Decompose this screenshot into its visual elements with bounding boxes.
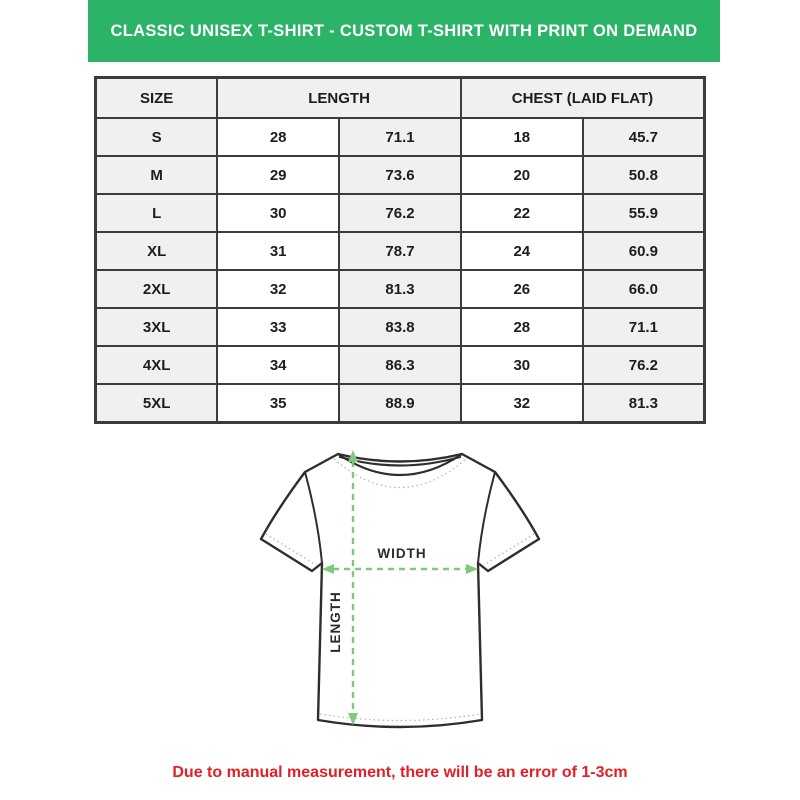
size-cell: 2XL — [96, 270, 218, 308]
chest-cm-cell: 55.9 — [583, 194, 705, 232]
chest-cm-cell: 66.0 — [583, 270, 705, 308]
length-in-cell: 31 — [217, 232, 339, 270]
size-chart-table — [94, 76, 706, 424]
chest-in-cell: 30 — [461, 346, 583, 384]
measurement-note: Due to manual measurement, there will be an error of 1-3cm — [172, 764, 628, 781]
chest-cm-cell: 60.9 — [583, 232, 705, 270]
tshirt-diagram — [250, 440, 550, 745]
size-cell: 4XL — [96, 346, 218, 384]
page-title: CLASSIC UNISEX T-SHIRT - CUSTOM T-SHIRT WITH PRINT ON DEMAND — [110, 21, 698, 40]
length-in-cell: 33 — [217, 308, 339, 346]
length-cm-cell: 71.1 — [339, 118, 461, 156]
length-in-cell: 34 — [217, 346, 339, 384]
size-cell: 3XL — [96, 308, 218, 346]
length-cm-cell: 78.7 — [339, 232, 461, 270]
chest-in-cell: 24 — [461, 232, 583, 270]
length-in-cell: 30 — [217, 194, 339, 232]
length-cm-cell: 81.3 — [339, 270, 461, 308]
table-row — [96, 156, 705, 194]
table-row — [96, 308, 705, 346]
width-label: WIDTH — [377, 546, 427, 561]
length-cm-cell: 76.2 — [339, 194, 461, 232]
size-cell: XL — [96, 232, 218, 270]
length-in-cell: 32 — [217, 270, 339, 308]
chest-in-cell: 18 — [461, 118, 583, 156]
size-cell: 5XL — [96, 384, 218, 423]
table-row — [96, 270, 705, 308]
tshirt-svg — [250, 440, 550, 745]
chest-in-cell: 26 — [461, 270, 583, 308]
chest-cm-cell: 76.2 — [583, 346, 705, 384]
chest-cm-cell: 50.8 — [583, 156, 705, 194]
chest-cm-cell: 45.7 — [583, 118, 705, 156]
length-in-cell: 29 — [217, 156, 339, 194]
length-cm-cell: 86.3 — [339, 346, 461, 384]
table-row — [96, 346, 705, 384]
table-row — [96, 232, 705, 270]
chest-in-cell: 28 — [461, 308, 583, 346]
chest-cm-cell: 71.1 — [583, 308, 705, 346]
size-cell: S — [96, 118, 218, 156]
chest-cm-cell: 81.3 — [583, 384, 705, 423]
col-header-length: LENGTH — [217, 78, 461, 119]
size-cell: M — [96, 156, 218, 194]
length-label: LENGTH — [328, 591, 343, 653]
tshirt-body-outline — [261, 454, 539, 727]
length-cm-cell: 88.9 — [339, 384, 461, 423]
chest-in-cell: 32 — [461, 384, 583, 423]
col-header-size: SIZE — [96, 78, 218, 119]
table-header-row — [96, 78, 705, 119]
length-cm-cell: 73.6 — [339, 156, 461, 194]
col-header-chest: CHEST (LAID FLAT) — [461, 78, 705, 119]
length-cm-cell: 83.8 — [339, 308, 461, 346]
length-in-cell: 35 — [217, 384, 339, 423]
length-in-cell: 28 — [217, 118, 339, 156]
size-cell: L — [96, 194, 218, 232]
chest-in-cell: 22 — [461, 194, 583, 232]
chest-in-cell: 20 — [461, 156, 583, 194]
table-row — [96, 384, 705, 423]
table-row — [96, 118, 705, 156]
table-row — [96, 194, 705, 232]
title-banner — [88, 0, 720, 62]
